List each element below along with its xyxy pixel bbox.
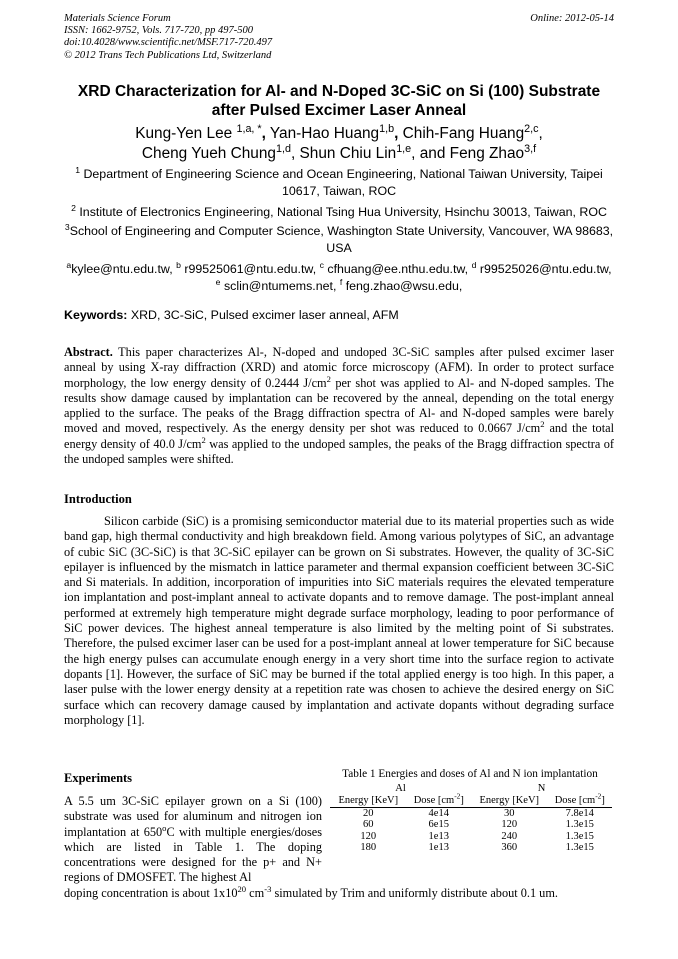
table-row: 60 6e15 120 1.3e15 — [363, 819, 594, 831]
experiments-text-continued: doping concentration is about $1x10^{20}$ $cm^{-3}$ simulated by Trim and uniformly distribute about 0.1 um. — [64, 883, 558, 900]
author-list — [50, 124, 628, 164]
keywords-text: XRD, 3C-SiC, Pulsed excimer laser anneal, AFM — [130, 308, 399, 322]
abstract: Abstract. This paper characterizes Al-, N-doped and undoped 3C-SiC samples after pulsed excimer laser anneal by using X-ray diffraction (XRD) and atomic force microscopy (AFM). In order to protect surface morphology, the low energy density of 0.2444 $J/cm^2$ per shot was applied to Al- and N-doped samples. The results show damage caused by implantation can be recovered by the anneal, depending on the total energy applied to the surface. The peaks of the Bragg diffraction spectra of Al- and N-doped samples were barely moved and moved, respectively. As the energy density per shot was reduced to 0.0667 $J/cm^2$ and the total energy density of 40.0 $J/cm^2$ was applied to the undoped samples, the peaks of the Bragg diffraction spectra of the undoped samples were shifted. — [64, 345, 615, 467]
abstract-text: per shot was applied to Al- and N-doped samples. The results show damage caused by implantation can be recovered by the anneal, depending on the total energy applied to the surface. The peaks of the Bragg diffraction spectra of Al- and N-doped samples were barely moved and moved, respectively. As the energy density per shot was reduced to 0.0667 J/cm — [64, 375, 614, 436]
table-row: 120 1e13 240 1.3e15 — [360, 830, 594, 842]
col-header-dose: Dose $[cm^{-2}]$ — [407, 795, 471, 807]
section-heading-introduction: Introduction — [64, 492, 132, 506]
author-name: Shun Chiu Lin — [299, 145, 397, 162]
author-name: Yan-Hao Huang — [269, 125, 380, 142]
col-header-dose: Dose $[cm^{-2}]$ — [548, 795, 612, 807]
journal-header — [64, 13, 272, 62]
doi: doi:10.4028/www.scientific.net/MSF.717-720.497 — [64, 37, 273, 49]
author-sup: 2,c — [524, 122, 539, 135]
abstract-text: was applied to the undoped samples, the peaks of the Bragg diffraction spectra of the undoped samples were shifted. — [64, 436, 615, 467]
journal-name: Materials Science Forum — [64, 13, 171, 24]
affiliation-3 — [64, 223, 614, 256]
affiliation-number: 1 — [75, 164, 81, 175]
author-sup: 1,b — [379, 122, 395, 135]
author-name: Kung-Yen Lee — [135, 125, 233, 142]
issn: ISSN: 1662-9752, Vols. 717-720, pp 497-500 — [64, 25, 253, 37]
author-line-2: Cheng Yueh Chung$^{1,d}$, Shun Chiu Lin$^{1,e}$, and Feng Zhao$^{3,f}$ — [141, 142, 537, 162]
experiments-text: A 5.5 um 3C-SiC epilayer grown on a Si (100) substrate was used for aluminum and nitrogen ion implantation at 650$^o$C with multiple energies/doses which are listed in Table 1. The doping concentrations were designed for the p+ and N+ regions of DMOSFET. The highest Al — [64, 794, 322, 885]
title-line-1: XRD Characterization for Al- and N-Doped 3C-SiC on Si (100) Substrate — [77, 83, 601, 100]
email-link[interactable]: feng.zhao@wsu.edu, — [345, 278, 463, 293]
table-caption: Table 1 Energies and doses of Al and N ion implantation — [342, 768, 598, 780]
col-header-energy: Energy [KeV] — [471, 795, 548, 807]
author-name: Cheng Yueh Chung — [141, 145, 276, 162]
abstract-text: This paper characterizes Al-, N-doped and undoped 3C-SiC samples after pulsed excimer laser anneal by using X-ray diffraction (XRD) and atomic force microscopy (AFM). In order to protect surface morphology, the low energy density of 0.2444 J/cm — [64, 345, 614, 390]
author-name: Feng Zhao — [449, 145, 525, 162]
group-header-al: Al — [395, 783, 406, 794]
affiliation-number: 3 — [64, 221, 70, 232]
email-list: $^a$kylee@ntu.edu.tw, $^b$ r99525061@ntu.edu.tw, $^c$ cfhuang@ee.nthu.edu.tw, $^d$ r99525026@ntu.edu.tw, $^e$ sclin@ntumems.net, $^f$ feng.zhao@wsu.edu, — [66, 259, 612, 293]
col-header-energy: Energy [KeV] — [330, 795, 407, 807]
abstract-label: Abstract. — [64, 345, 113, 359]
author-sup: 1,d — [275, 142, 291, 155]
abstract-text: and the total energy density of 40.0 J/cm — [64, 421, 614, 451]
paper-title — [50, 82, 628, 120]
affiliation-2 — [64, 204, 614, 221]
title-line-2: after Pulsed Excimer Laser Anneal — [211, 102, 467, 119]
table-row: 180 1e13 360 1.3e15 — [360, 842, 594, 854]
author-sup: 1,e — [396, 142, 412, 155]
affiliation-text: School of Engineering and Computer Science, Washington State University, Vancouver, WA 98683, USA — [69, 224, 614, 255]
introduction-text: Silicon carbide (SiC) is a promising semiconductor material due to its material properties such as wide band gap, high thermal conductivity and high breakdown field. Among various polytypes of SiC, an advantage of cubic SiC (3C-SiC) is that 3C-SiC epilayer can be grown on Si substrates. However, the quality of 3C-SiC epilayer is influenced by the mismatch in lattice parameter and thermal expansion coefficient between 3C-SiC and Si materials. In addition, incorporation of impurities into SiC materials requires the elevated temperature ion implantation and post-implant anneal to activate dopants and to remove damage. The post-implant anneal performed at extremely high temperature might degrade surface morphology, leading to poor performance of SiC power devices. The highest anneal temperature is also limited by the melting point of Si substrates. Therefore, the pulsed excimer laser can be used for a post-implant anneal at lower temperature for SiC because the high energy pulses can accumulate enough energy in a very short time into the surface region to activate dopants [1]. However, the surface of SiC may be burned if the total applied energy is too high. In this paper, a laser pulse with the lower energy density at a repetition rate was chosen to achieve the desired energy on SiC surface which can recovery damage caused by implantation and activate dopants without degrading surface morphology [1]. — [64, 514, 614, 727]
keywords — [64, 307, 399, 324]
online-date: Online: 2012-05-14 — [530, 13, 614, 24]
implant-table — [330, 783, 612, 854]
email-link[interactable]: cfhuang@ee.nthu.edu.tw, — [327, 262, 469, 276]
author-line-1: Kung-Yen Lee $^{1,a, *}$, Yan-Hao Huang$^{1,b}$, Chih-Fang Huang$^{2,c}$, — [135, 122, 543, 142]
affiliation-number: 2 — [71, 202, 76, 213]
group-header-n: N — [537, 783, 546, 794]
email-link[interactable]: r99525061@ntu.edu.tw, — [184, 262, 317, 276]
email-link[interactable]: sclin@ntumems.net, — [223, 278, 337, 293]
copyright: © 2012 Trans Tech Publications Ltd, Switzerland — [64, 49, 272, 61]
email-link[interactable]: kylee@ntu.edu.tw, — [71, 262, 173, 276]
affiliation-1 — [64, 166, 614, 199]
email-link[interactable]: r99525026@ntu.edu.tw, — [479, 262, 612, 276]
affiliation-text: Department of Engineering Science and Ocean Engineering, National Taiwan University, Taipei 10617, Taiwan, ROC — [83, 167, 603, 198]
affiliation-text: Institute of Electronics Engineering, National Tsing Hua University, Hsinchu 30013, Taiwan, ROC — [79, 205, 607, 219]
author-name: Chih-Fang Huang — [402, 125, 525, 142]
keywords-label: Keywords: — [64, 308, 128, 322]
author-sup: 3,f — [524, 142, 537, 155]
author-sup: 1,a, * — [236, 122, 262, 135]
table-1 — [324, 768, 616, 854]
table-row: 20 4e14 30 7.8e14 — [363, 807, 594, 819]
section-heading-experiments: Experiments — [64, 771, 133, 785]
